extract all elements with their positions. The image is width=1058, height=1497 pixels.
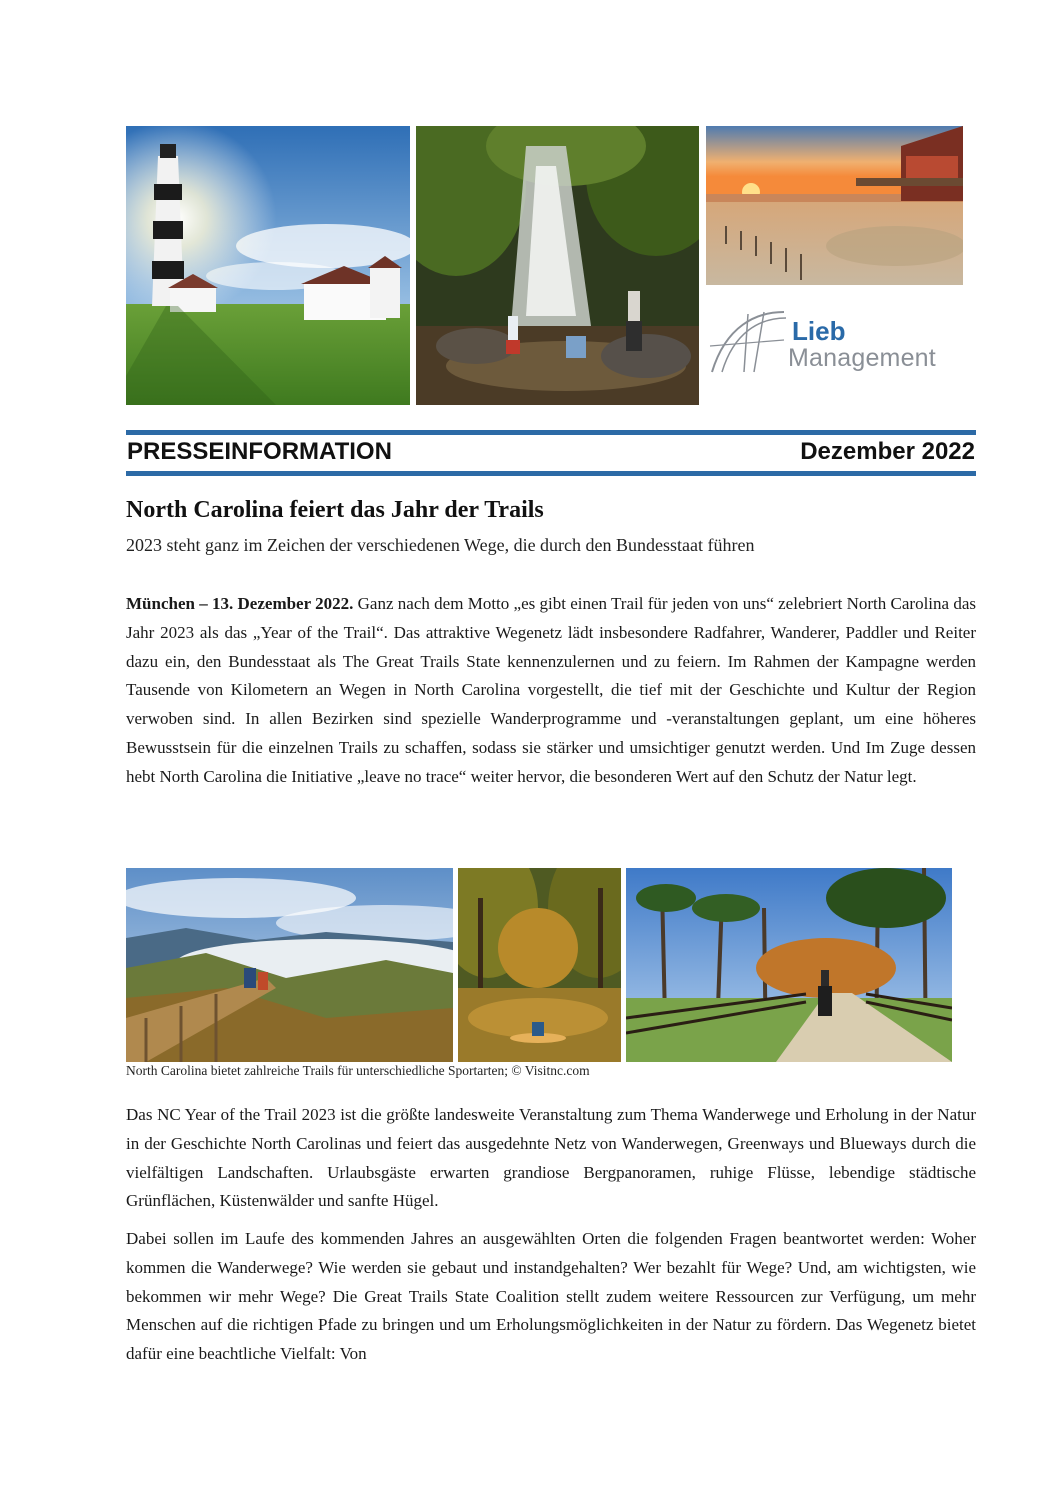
logo-word-lieb: Lieb: [792, 316, 846, 346]
article-subheadline: 2023 steht ganz im Zeichen der verschiedenen Wege, die durch den Bundesstaat führen: [126, 535, 755, 555]
waterfall-photo: [416, 126, 699, 405]
horse-trail-photo: [626, 868, 952, 1062]
lead-paragraph: [126, 590, 976, 792]
logo-mark-icon: [708, 306, 788, 378]
logo-word-management: Management: [788, 344, 936, 372]
dateline: München – 13. Dezember 2022.: [126, 594, 354, 613]
lieb-management-logo: [708, 306, 962, 386]
article-headline: North Carolina feiert das Jahr der Trails: [126, 497, 544, 523]
kayak-river-photo: [458, 868, 621, 1062]
beach-sunset-photo: [706, 126, 963, 285]
press-info-label: PRESSEINFORMATION: [127, 438, 392, 465]
banner-rule-bottom: [126, 471, 976, 476]
photo-caption: North Carolina bietet zahlreiche Trails für unterschiedliche Sportarten; © Visitnc.com: [126, 1063, 590, 1078]
body-paragraph-1: Das NC Year of the Trail 2023 ist die größte landesweite Veranstaltung zum Thema Wanderwege und Erholung in der Natur in der Geschichte North Carolinas und feiert das ausgedehnte Netz von Wanderwegen, Greenways und Blueways durch die vielfältigen Landschaften. Urlaubsgäste erwarten grandiose Bergpanoramen, ruhige Flüsse, lebendige städtische Grünflächen, Küstenwälder und sanfte Hügel.: [126, 1105, 976, 1211]
release-date: Dezember 2022: [800, 438, 975, 465]
lead-body: Ganz nach dem Motto „es gibt einen Trail für jeden von uns“ zelebriert North Carolina das Jahr 2023 als das „Year of the Trail“. Das attraktive Wegenetz lädt insbesondere Radfahrer, Wanderer, Paddler und Reiter dazu ein, den Bundesstaat als The Great Trails State kennenzulernen und zu feiern. Im Rahmen der Kampagne werden Tausende von Kilometern an Wegen in North Carolina vorgestellt, die tief mit der Geschichte und Kultur der Region verwoben sind. In allen Bezirken sind spezielle Wanderprogramme und -veranstaltungen geplant, um eine höheres Bewusstsein für die einzelnen Trails zu schaffen, sodass sie stärker und umsichtiger genutzt werden. Und Im Zuge dessen hebt North Carolina die Initiative „leave no trace“ weiter hervor, die besonderen Wert auf den Schutz der Natur legt.: [126, 594, 976, 786]
mountain-overlook-photo: [126, 868, 453, 1062]
banner-rule-top: [126, 430, 976, 435]
body-paragraph-2: Dabei sollen im Laufe des kommenden Jahres an ausgewählten Orten die folgenden Fragen beantwortet werden: Woher kommen die Wanderwege? Wie werden sie gebaut und instandgehalten? Wer bezahlt für Wege? Und, am wichtigsten, wie bekommen wir mehr Wege? Die Great Trails State Coalition stellt zudem weitere Ressourcen zur Verfügung, um mehr Menschen auf die richtigen Pfade zu bringen und um Erholungsmöglichkeiten in der Natur zu fördern. Das Wegenetz bietet dafür eine beachtliche Vielfalt: Von: [126, 1229, 976, 1364]
lighthouse-photo: [126, 126, 410, 405]
